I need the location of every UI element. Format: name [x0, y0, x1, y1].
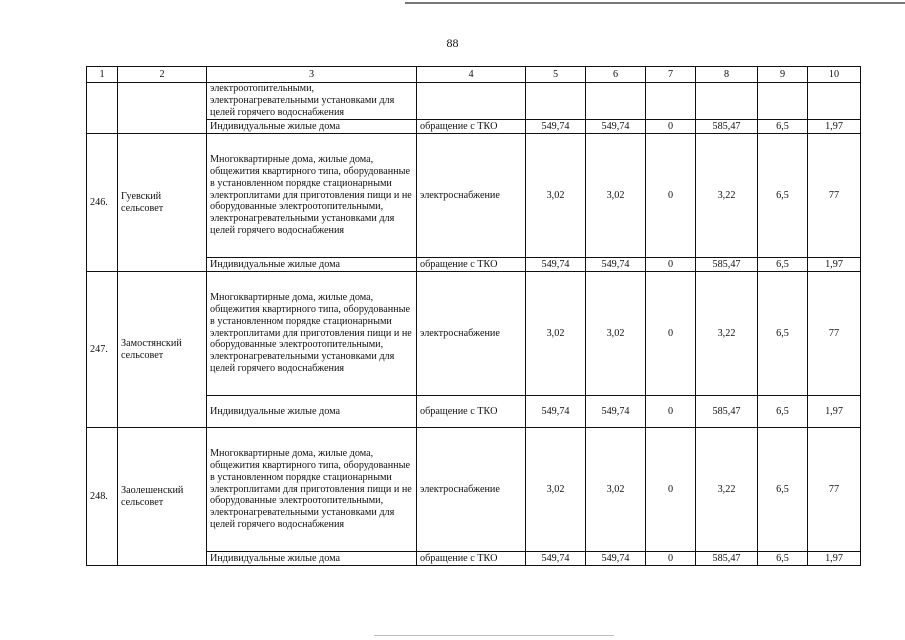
- value-cell: 6,5: [758, 258, 808, 272]
- value-cell: [696, 83, 758, 120]
- value-cell: 77: [808, 134, 861, 258]
- service-cell: электроснабжение: [417, 272, 526, 396]
- value-cell: 0: [646, 552, 696, 566]
- service-cell: электроснабжение: [417, 134, 526, 258]
- category-cell: Индивидуальные жилые дома: [207, 258, 417, 272]
- value-cell: [586, 83, 646, 120]
- value-cell: 6,5: [758, 396, 808, 428]
- column-header: 2: [118, 67, 207, 83]
- value-cell: 549,74: [586, 120, 646, 134]
- table-row: [87, 272, 861, 396]
- category-cell: Многоквартирные дома, жилые дома, общежития квартирного типа, оборудованные в установленном порядке стационарными электроплитами для приготовления пищи и не оборудованные электроотопительными, электронагревательными установками для целей горячего водоснабжения: [207, 272, 417, 396]
- header-row: [87, 67, 861, 83]
- value-cell: 549,74: [526, 552, 586, 566]
- value-cell: 549,74: [586, 396, 646, 428]
- value-cell: [758, 83, 808, 120]
- value-cell: 1,97: [808, 120, 861, 134]
- settlement-cell: [118, 83, 207, 134]
- category-cell: Многоквартирные дома, жилые дома, общежития квартирного типа, оборудованные в установленном порядке стационарными электроплитами для приготовления пищи и не оборудованные электроотопительными, электронагревательными установками для целей горячего водоснабжения: [207, 134, 417, 258]
- value-cell: 3,22: [696, 428, 758, 552]
- category-cell: Индивидуальные жилые дома: [207, 552, 417, 566]
- value-cell: 1,97: [808, 258, 861, 272]
- value-cell: 549,74: [526, 396, 586, 428]
- value-cell: 585,47: [696, 120, 758, 134]
- value-cell: 3,02: [526, 134, 586, 258]
- category-cell: электроотопительными, электронагревательными установками для целей горячего водоснабжения: [207, 83, 417, 120]
- column-header: 6: [586, 67, 646, 83]
- value-cell: 3,02: [586, 134, 646, 258]
- value-cell: 549,74: [526, 120, 586, 134]
- value-cell: 0: [646, 272, 696, 396]
- table-row: [87, 134, 861, 258]
- value-cell: 0: [646, 428, 696, 552]
- value-cell: 6,5: [758, 552, 808, 566]
- value-cell: 549,74: [586, 552, 646, 566]
- table-row: [87, 83, 861, 120]
- service-cell: обращение с ТКО: [417, 396, 526, 428]
- value-cell: 3,22: [696, 272, 758, 396]
- table-row: [87, 428, 861, 552]
- service-cell: обращение с ТКО: [417, 552, 526, 566]
- value-cell: 1,97: [808, 396, 861, 428]
- value-cell: 3,02: [586, 272, 646, 396]
- service-cell: электроснабжение: [417, 428, 526, 552]
- value-cell: 1,97: [808, 552, 861, 566]
- column-header: 1: [87, 67, 118, 83]
- value-cell: 6,5: [758, 272, 808, 396]
- value-cell: 3,02: [526, 428, 586, 552]
- column-header: 7: [646, 67, 696, 83]
- row-number-cell: 246.: [87, 134, 118, 272]
- column-header: 9: [758, 67, 808, 83]
- row-number-cell: 248.: [87, 428, 118, 566]
- row-number-cell: [87, 83, 118, 134]
- service-cell: обращение с ТКО: [417, 120, 526, 134]
- column-header: 3: [207, 67, 417, 83]
- page-number: 88: [446, 36, 459, 50]
- category-cell: Индивидуальные жилые дома: [207, 396, 417, 428]
- value-cell: [808, 83, 861, 120]
- value-cell: 6,5: [758, 134, 808, 258]
- value-cell: [526, 83, 586, 120]
- tariff-table: [86, 66, 861, 566]
- value-cell: 549,74: [586, 258, 646, 272]
- category-cell: Многоквартирные дома, жилые дома, общежития квартирного типа, оборудованные в установленном порядке стационарными электроплитами для приготовления пищи и не оборудованные электроотопительными, электронагревательными установками для целей горячего водоснабжения: [207, 428, 417, 552]
- value-cell: 585,47: [696, 396, 758, 428]
- value-cell: 3,02: [586, 428, 646, 552]
- value-cell: [646, 83, 696, 120]
- settlement-cell: Замостянский сельсовет: [118, 272, 207, 428]
- column-header: 10: [808, 67, 861, 83]
- value-cell: 0: [646, 258, 696, 272]
- value-cell: 549,74: [526, 258, 586, 272]
- value-cell: 77: [808, 272, 861, 396]
- value-cell: 585,47: [696, 258, 758, 272]
- settlement-cell: Гуевский сельсовет: [118, 134, 207, 272]
- column-header: 4: [417, 67, 526, 83]
- value-cell: 6,5: [758, 120, 808, 134]
- column-header: 8: [696, 67, 758, 83]
- value-cell: 585,47: [696, 552, 758, 566]
- value-cell: 0: [646, 120, 696, 134]
- category-cell: Индивидуальные жилые дома: [207, 120, 417, 134]
- value-cell: 3,02: [526, 272, 586, 396]
- column-header: 5: [526, 67, 586, 83]
- value-cell: 77: [808, 428, 861, 552]
- value-cell: 6,5: [758, 428, 808, 552]
- bottom-rule: [374, 635, 614, 636]
- settlement-cell: Заолешенский сельсовет: [118, 428, 207, 566]
- row-number-cell: 247.: [87, 272, 118, 428]
- top-rule: [405, 2, 905, 4]
- service-cell: [417, 83, 526, 120]
- service-cell: обращение с ТКО: [417, 258, 526, 272]
- value-cell: 0: [646, 134, 696, 258]
- value-cell: 0: [646, 396, 696, 428]
- value-cell: 3,22: [696, 134, 758, 258]
